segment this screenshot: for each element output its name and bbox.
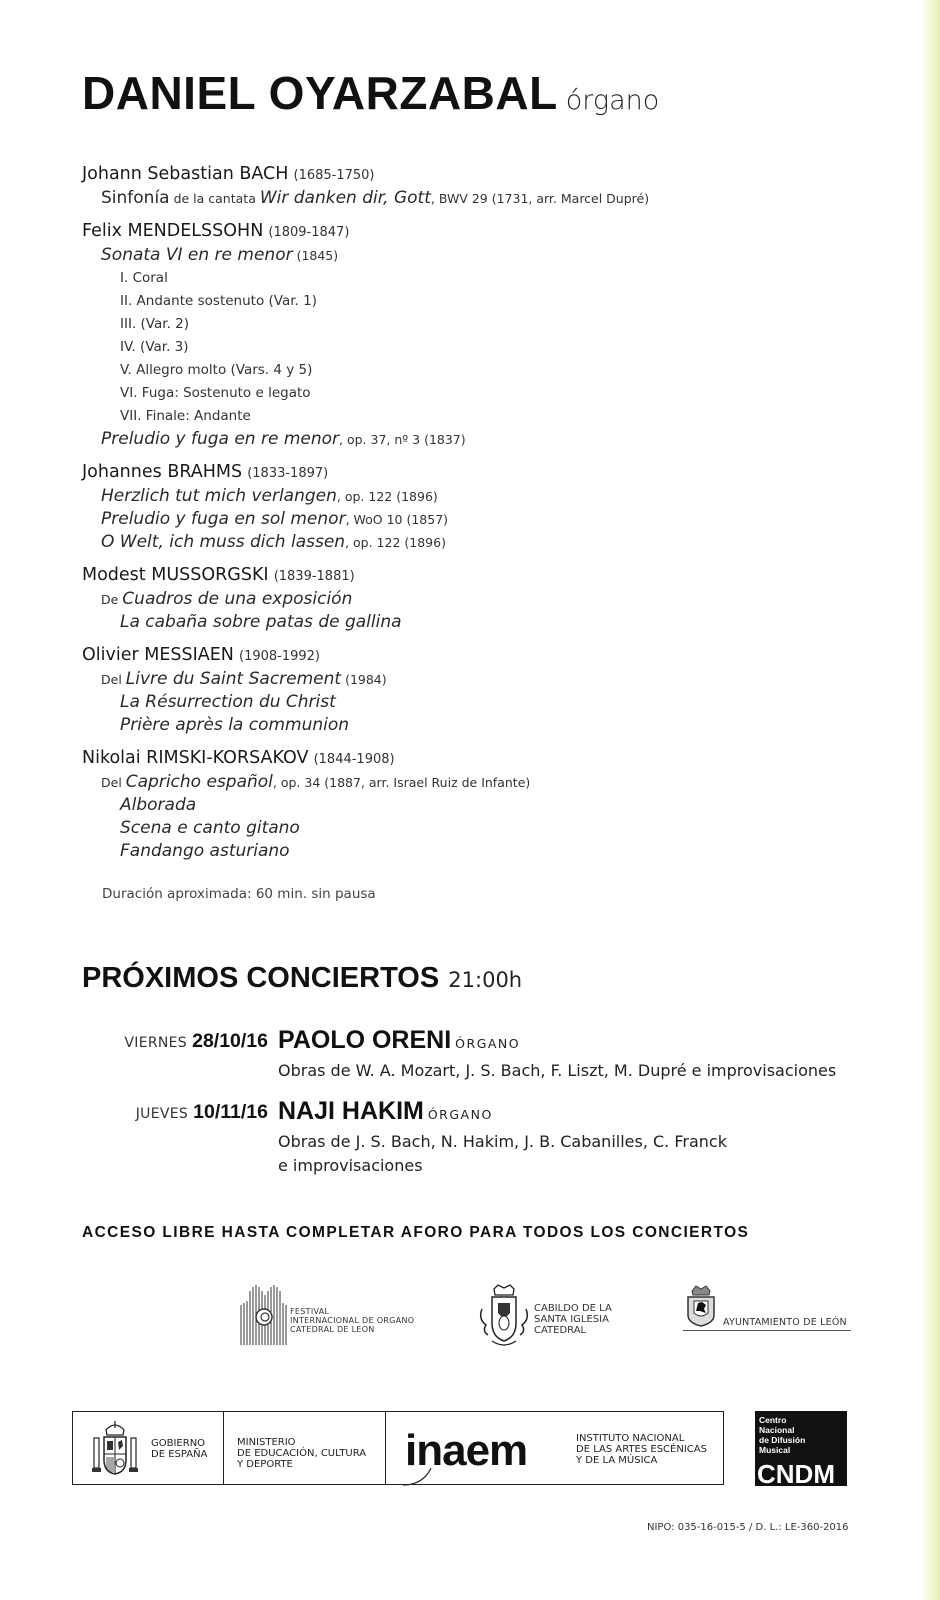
movement: VI. Fuga: Sostenuto e legato (120, 385, 311, 401)
cndm-wordmark: CNDM (757, 1459, 835, 1489)
program-list (82, 162, 862, 863)
lion-shield-icon (683, 1285, 719, 1327)
work-title: Preludio y fuga en sol menor (101, 509, 346, 529)
concert-performer: PAOLO ORENI (278, 1026, 452, 1054)
sub-work-title: Scena e canto gitano (120, 818, 300, 838)
concert-day: JUEVES (135, 1106, 189, 1122)
composer-dates: (1844-1908) (313, 752, 395, 767)
cabildo-text: CABILDO DE LA SANTA IGLESIA CATEDRAL (534, 1303, 612, 1336)
description-line: e improvisaciones (278, 1156, 423, 1175)
upcoming-heading (82, 962, 522, 995)
composer-name: Olivier MESSIAEN (82, 645, 234, 665)
composer-dates: (1908-1992) (239, 649, 321, 664)
composer-dates: (1839-1881) (273, 569, 355, 584)
page-edge (922, 0, 940, 1600)
work-line (82, 771, 862, 794)
divider (385, 1412, 386, 1484)
sub-work (82, 611, 862, 634)
composer-heading (82, 219, 862, 244)
sub-work-title: Prière après la communion (120, 715, 350, 735)
ministerio-text: MINISTERIO DE EDUCACIÓN, CULTURA Y DEPORTE (237, 1437, 367, 1470)
divider (683, 1330, 851, 1331)
sub-work (82, 714, 862, 737)
work-title: Livre du Saint Sacrement (125, 669, 342, 689)
movement: V. Allegro molto (Vars. 4 y 5) (120, 362, 313, 378)
composer-block (82, 219, 862, 451)
inaem-text: INSTITUTO NACIONAL DE LAS ARTES ESCÉNICAS Y DE LA MÚSICA (576, 1433, 707, 1466)
coat-of-arms-icon (476, 1283, 532, 1353)
work-prefix-small: Del (101, 775, 126, 790)
work-prefix: Sinfonía (101, 188, 170, 208)
work-title: O Welt, ich muss dich lassen (101, 532, 346, 552)
composer-heading (82, 563, 862, 588)
composer-dates: (1685-1750) (293, 168, 375, 183)
work-details: (1984) (341, 672, 387, 687)
spain-coat-of-arms-icon (89, 1420, 141, 1478)
work-details: , WoO 10 (1857) (345, 512, 449, 527)
sub-work-title: La Résurrection du Christ (120, 692, 336, 712)
gobierno-text: GOBIERNO DE ESPAÑA (151, 1438, 208, 1460)
festival-text: FESTIVAL INTERNACIONAL DE ORGANO CATEDRAL DE LEON (290, 1307, 415, 1334)
work-prefix-small: Del (101, 672, 126, 687)
composer-heading (82, 460, 862, 485)
movement: IV. (Var. 3) (120, 339, 189, 355)
composer-name: Modest MUSSORGSKI (82, 565, 269, 585)
sub-work-title: Fandango asturiano (120, 841, 290, 861)
work-title: Capricho español (125, 772, 273, 792)
work-line (82, 531, 862, 554)
composer-block (82, 162, 862, 210)
sub-work-title: Alborada (120, 795, 197, 815)
upcoming-time: 21:00h (448, 968, 523, 992)
divider (223, 1412, 224, 1484)
concert-day: VIERNES (124, 1035, 187, 1051)
sub-work (82, 840, 862, 863)
concert-description (278, 1059, 836, 1083)
composer-block (82, 643, 862, 737)
work-line (82, 244, 862, 267)
composer-name: Johann Sebastian BACH (82, 164, 289, 184)
sub-work (82, 794, 862, 817)
composer-heading (82, 162, 862, 187)
work-details: , op. 37, nº 3 (1837) (339, 432, 466, 447)
concert-performer: NAJI HAKIM (278, 1097, 424, 1125)
work-line (82, 428, 862, 451)
work-details: , op. 122 (1896) (345, 535, 446, 550)
performer-instrument: órgano (565, 85, 660, 116)
access-note: ACCESO LIBRE HASTA COMPLETAR AFORO PARA TODOS LOS CONCIERTOS (82, 1224, 750, 1241)
composer-name: Johannes BRAHMS (82, 462, 243, 482)
work-title: Cuadros de una exposición (122, 589, 353, 609)
concert-date: 28/10/16 (192, 1030, 268, 1052)
work-line (82, 588, 862, 611)
concert-description (278, 1130, 727, 1178)
description-line: Obras de W. A. Mozart, J. S. Bach, F. Liszt, M. Dupré e improvisaciones (278, 1061, 837, 1080)
composer-name: Nikolai RIMSKI-KORSAKOV (82, 748, 309, 768)
composer-name: Felix MENDELSSOHN (82, 221, 264, 241)
ayuntamiento-text: AYUNTAMIENTO DE LEÓN (723, 1317, 847, 1328)
inaem-swoosh-icon (403, 1468, 443, 1486)
movement: II. Andante sostenuto (Var. 1) (120, 293, 317, 309)
ayuntamiento-logo (683, 1285, 853, 1335)
work-title: Herzlich tut mich verlangen (101, 486, 337, 506)
work-details: , BWV 29 (1731, arr. Marcel Dupré) (430, 191, 650, 206)
sub-work (82, 691, 862, 714)
organ-pipes-icon (238, 1283, 290, 1348)
work-line (82, 508, 862, 531)
sub-work-title: La cabaña sobre patas de gallina (120, 612, 402, 632)
work-line (82, 485, 862, 508)
work-line (82, 187, 862, 210)
work-title: Wir danken dir, Gott (259, 188, 431, 208)
movement: III. (Var. 2) (120, 316, 190, 332)
movement: I. Coral (120, 270, 168, 286)
composer-block (82, 460, 862, 554)
movement: VII. Finale: Andante (120, 408, 251, 424)
performer-name: DANIEL OYARZABAL (82, 67, 558, 119)
festival-logo (238, 1283, 438, 1348)
composer-heading (82, 643, 862, 668)
composer-dates: (1833-1897) (247, 466, 329, 481)
composer-block (82, 746, 862, 863)
upcoming-title: PRÓXIMOS CONCIERTOS (82, 962, 440, 994)
concert-instrument: ÓRGANO (455, 1036, 521, 1051)
government-logos-box (72, 1411, 724, 1485)
sub-work (82, 817, 862, 840)
work-prefix-small: de la cantata (169, 191, 260, 206)
cndm-logo (755, 1411, 847, 1489)
work-line (82, 668, 862, 691)
concert-instrument: ÓRGANO (427, 1107, 493, 1122)
work-details: (1845) (292, 248, 339, 263)
description-line: Obras de J. S. Bach, N. Hakim, J. B. Cabanilles, C. Franck (278, 1132, 727, 1151)
composer-block (82, 563, 862, 634)
cndm-text: Centro Nacional de Difusión Musical (759, 1415, 806, 1455)
work-title: Preludio y fuga en re menor (101, 429, 340, 449)
composer-dates: (1809-1847) (268, 225, 350, 240)
inaem-logo: inaem (405, 1426, 528, 1475)
work-details: , op. 122 (1896) (336, 489, 438, 504)
work-prefix-small: De (101, 592, 123, 607)
work-title: Sonata VI en re menor (101, 245, 293, 265)
concert-date: 10/11/16 (193, 1101, 268, 1123)
composer-heading (82, 746, 862, 771)
page-title (82, 66, 659, 120)
legal-info: NIPO: 035-16-015-5 / D. L.: LE-360-2016 (647, 1522, 849, 1533)
duration-note: Duración aproximada: 60 min. sin pausa (102, 886, 376, 902)
work-details: , op. 34 (1887, arr. Israel Ruiz de Infante) (272, 775, 531, 790)
cabildo-logo (476, 1283, 626, 1353)
